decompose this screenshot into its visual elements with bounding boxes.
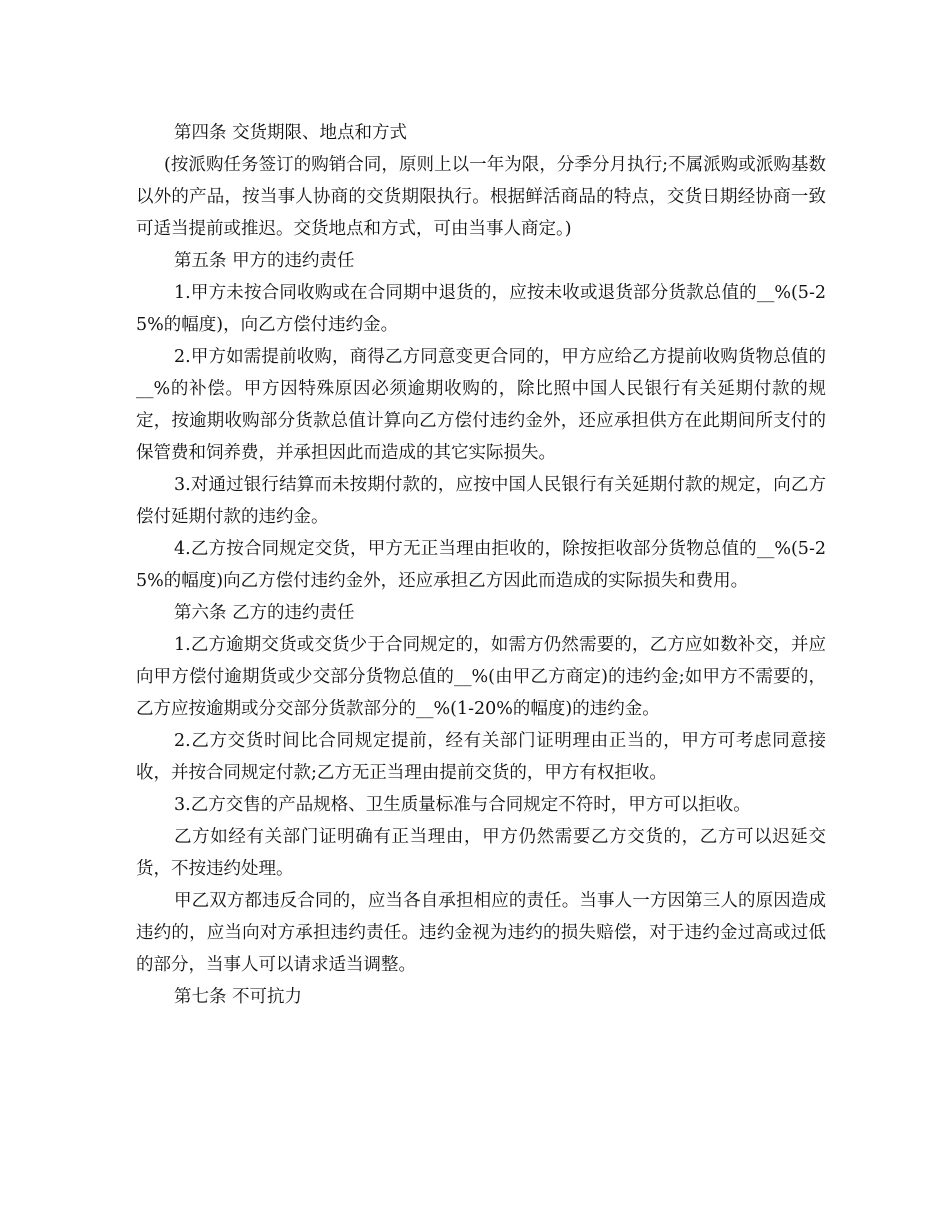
article-4-heading: 第四条 交货期限、地点和方式	[174, 123, 408, 143]
article-5-heading: 第五条 甲方的违约责任	[174, 251, 355, 271]
article-6-clause-1: 1.乙方逾期交货或交货少于合同规定的，如需方仍然需要的，乙方应如数补交，并应向甲方偿付逾期货或少交部分货物总值的__%(由甲乙方商定)的违约金;如甲方不需要的，乙方应按逾期或分交部分货款部分的__%(1-20%的幅度)的违约金。	[136, 635, 826, 719]
article-6-exception: 乙方如经有关部门证明确有正当理由，甲方仍然需要乙方交货的，乙方可以迟延交货，不按违约处理。	[136, 827, 826, 879]
article-5-clause-4: 4.乙方按合同规定交货，甲方无正当理由拒收的，除按拒收部分货物总值的__%(5-25%的幅度)向乙方偿付违约金外，还应承担乙方因此而造成的实际损失和费用。	[136, 539, 826, 591]
article-6-heading: 第六条 乙方的违约责任	[174, 603, 355, 623]
article-5-clause-1: 1.甲方未按合同收购或在合同期中退货的，应按未收或退货部分货款总值的__%(5-25%的幅度)，向乙方偿付违约金。	[136, 283, 826, 335]
article-4-note: (按派购任务签订的购销合同，原则上以一年为限，分季分月执行;不属派购或派购基数以外的产品，按当事人协商的交货期限执行。根据鲜活商品的特点，交货日期经协商一致可适当提前或推迟。交货地点和方式，可由当事人商定。)	[136, 155, 826, 239]
document-body	[136, 117, 826, 1013]
mutual-breach-paragraph: 甲乙双方都违反合同的，应当各自承担相应的责任。当事人一方因第三人的原因造成违约的，应当向对方承担违约责任。违约金视为违约的损失赔偿，对于违约金过高或过低的部分，当事人可以请求适当调整。	[136, 891, 826, 975]
article-6-clause-3: 3.乙方交售的产品规格、卫生质量标准与合同规定不符时，甲方可以拒收。	[174, 795, 751, 815]
article-6-clause-2: 2.乙方交货时间比合同规定提前，经有关部门证明理由正当的，甲方可考虑同意接收，并按合同规定付款;乙方无正当理由提前交货的，甲方有权拒收。	[136, 731, 826, 783]
article-7-heading: 第七条 不可抗力	[174, 987, 303, 1007]
article-5-clause-2: 2.甲方如需提前收购，商得乙方同意变更合同的，甲方应给乙方提前收购货物总值的__%的补偿。甲方因特殊原因必须逾期收购的，除比照中国人民银行有关延期付款的规定，按逾期收购部分货款总值计算向乙方偿付违约金外，还应承担供方在此期间所支付的保管费和饲养费，并承担因此而造成的其它实际损失。	[136, 347, 826, 463]
article-5-clause-3: 3.对通过银行结算而未按期付款的，应按中国人民银行有关延期付款的规定，向乙方偿付延期付款的违约金。	[136, 475, 826, 527]
